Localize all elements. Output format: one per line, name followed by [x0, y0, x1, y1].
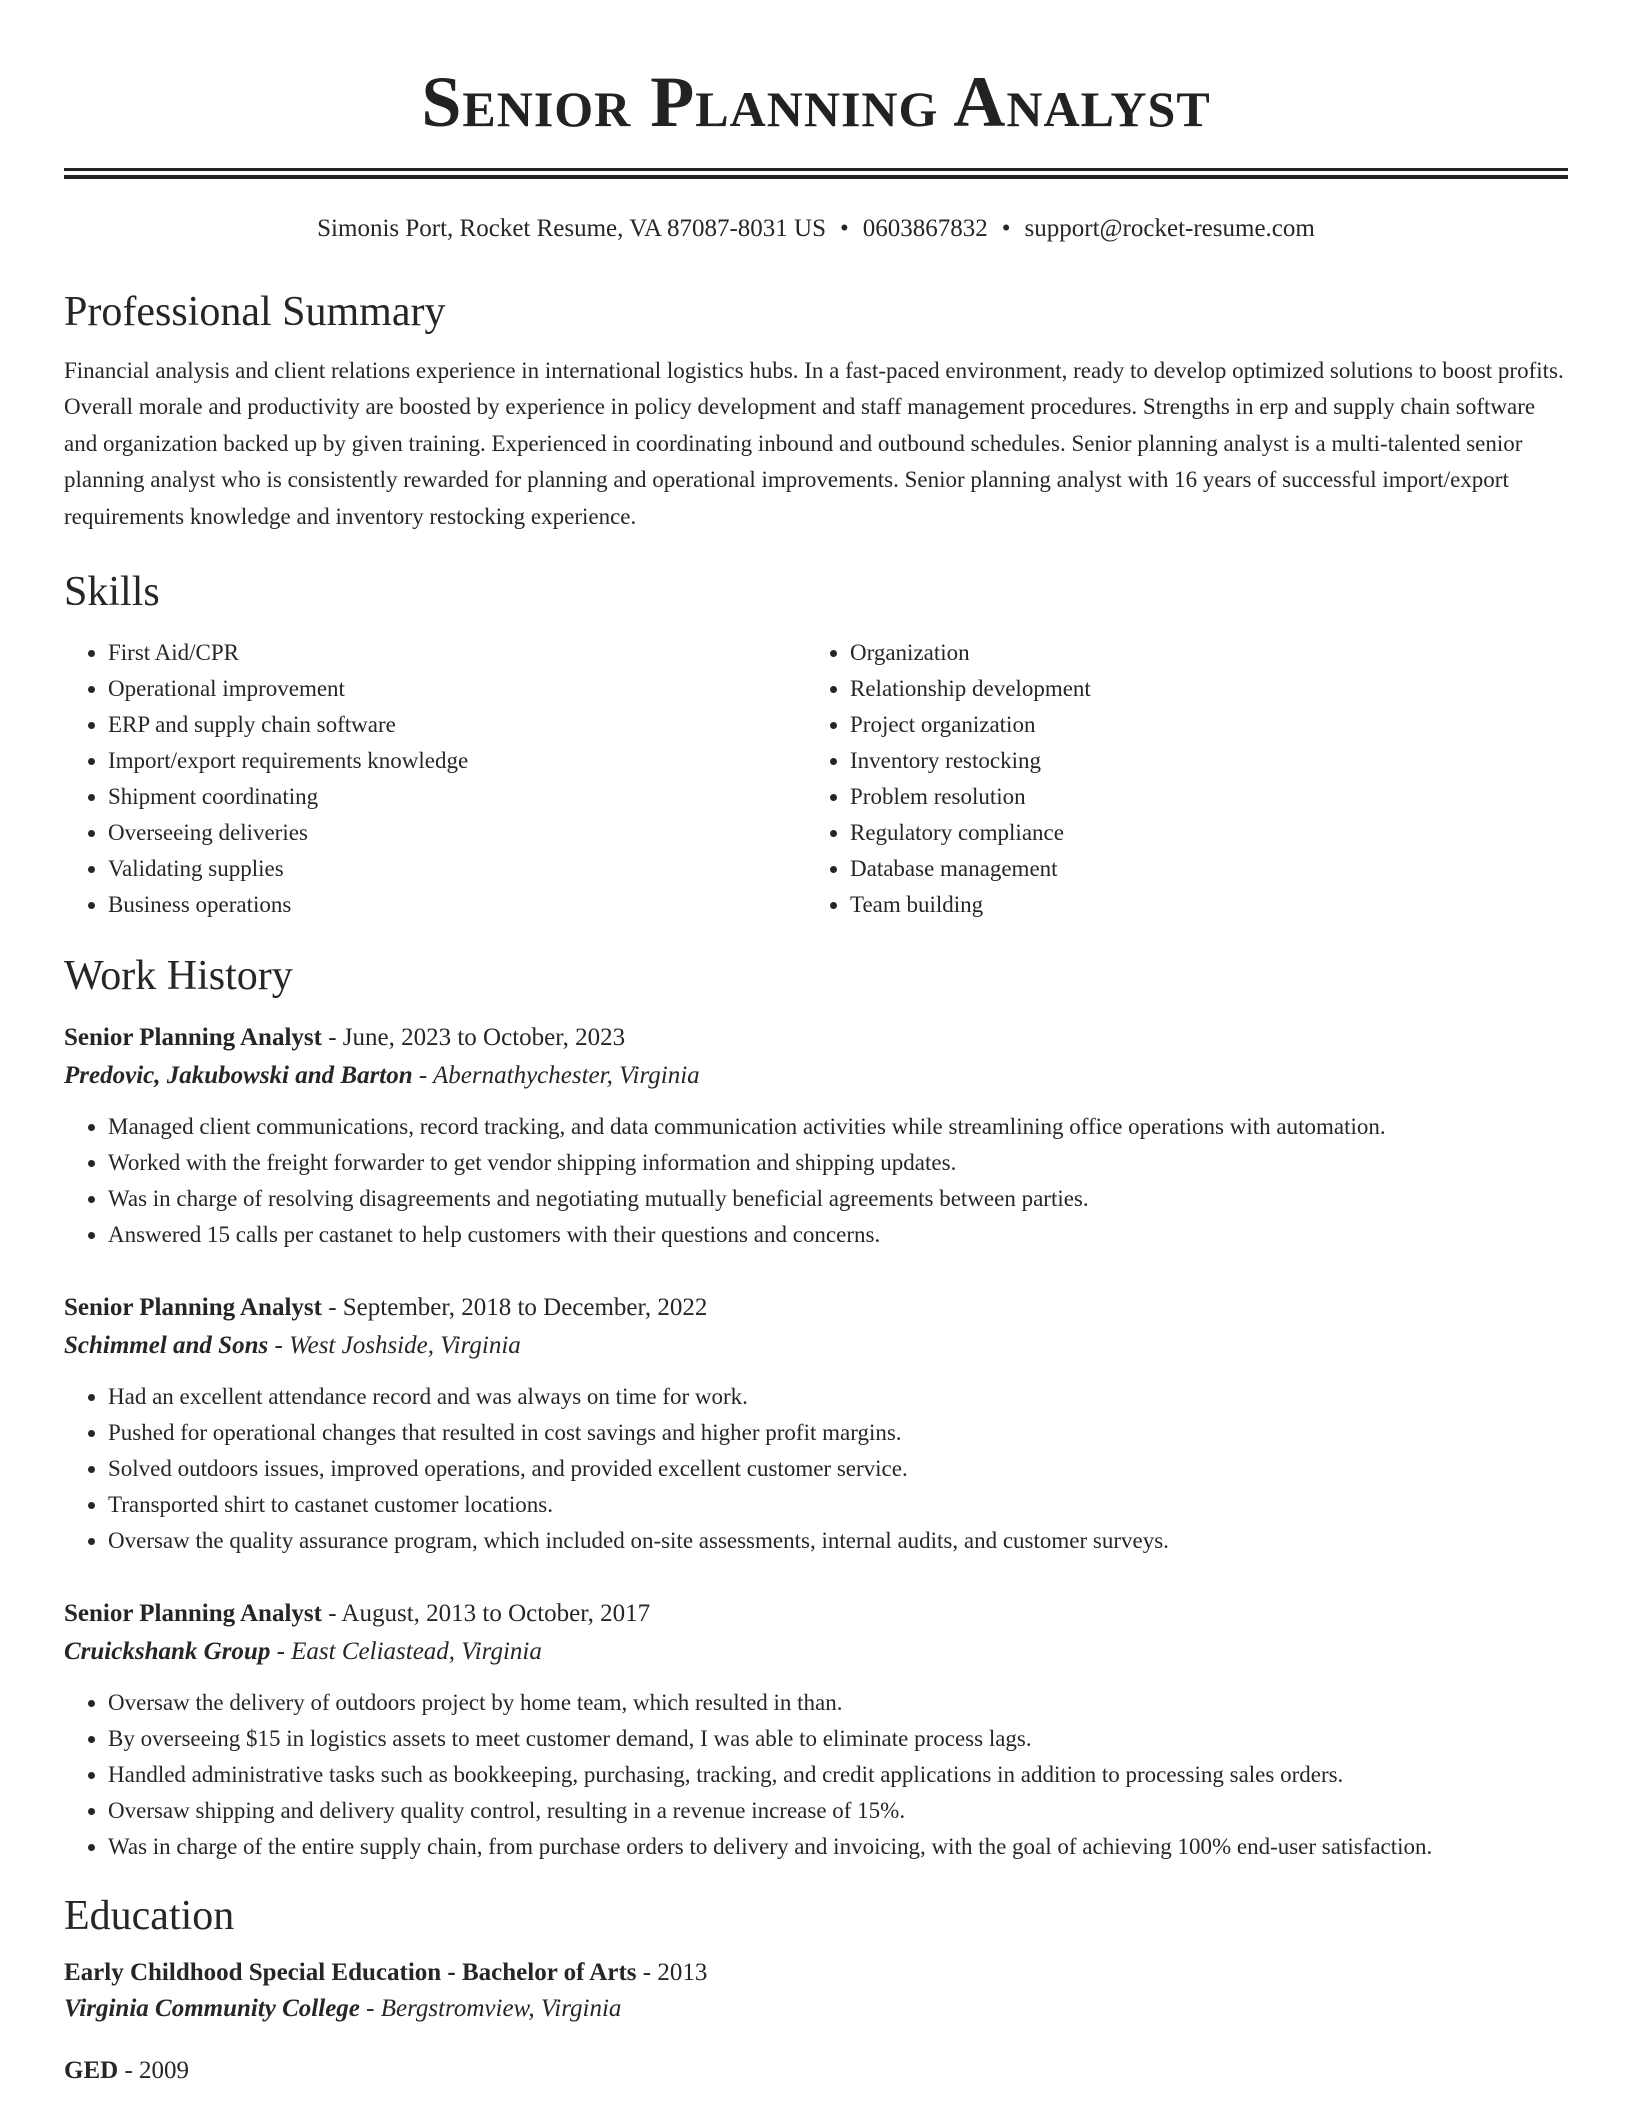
job-company-line — [64, 1327, 1568, 1365]
skill-item: • Validating supplies — [108, 851, 806, 887]
education-degree: GED — [64, 2057, 119, 2085]
job-company: Schimmel and Sons — [64, 1332, 269, 1360]
job-bullets — [64, 1109, 1568, 1253]
skill-item: • Import/export requirements knowledge — [108, 743, 806, 779]
dash-separator: - — [321, 1600, 342, 1628]
dash-separator: - — [321, 1294, 343, 1322]
contact-separator: • — [840, 215, 849, 242]
job-title: Senior Planning Analyst — [64, 1024, 322, 1052]
job-bullet: • By overseeing $15 in logistics assets to meet customer demand, I was able to eliminate process lags. — [108, 1721, 1568, 1757]
education-degree-line — [64, 2053, 1568, 2089]
dash-separator: - — [412, 1062, 434, 1090]
skill-item: • Relationship development — [850, 671, 1548, 707]
work-history-heading: Work History — [64, 953, 293, 1000]
skills-heading: Skills — [64, 569, 160, 616]
job-bullet: • Transported shirt to castanet customer locations. — [108, 1487, 1568, 1523]
work-history-section — [64, 951, 1568, 1865]
education-heading: Education — [64, 1893, 235, 1940]
education-school-line — [64, 1991, 1568, 2027]
job-bullet: • Managed client communications, record tracking, and data communication activities while streamlining office operations with automation. — [108, 1109, 1568, 1145]
job-bullet: • Solved outdoors issues, improved operations, and provided excellent customer service. — [108, 1451, 1568, 1487]
header-divider — [64, 168, 1568, 179]
skill-item: • ERP and supply chain software — [108, 707, 806, 743]
dash-separator: - — [268, 1332, 290, 1360]
skill-item: • Team building — [850, 887, 1548, 923]
education-location: Bergstromview, Virginia — [380, 1995, 622, 2023]
dash-separator: - — [359, 1995, 381, 2023]
job-bullet: • Oversaw shipping and delivery quality control, resulting in a revenue increase of 15%. — [108, 1793, 1568, 1829]
job-title: Senior Planning Analyst — [64, 1600, 322, 1628]
skills-left-list — [64, 635, 806, 923]
job-company: Predovic, Jakubowski and Barton — [64, 1062, 413, 1090]
job-location: Abernathychester, Virginia — [433, 1062, 700, 1090]
job-entry — [64, 1595, 1568, 1865]
resume-page — [64, 0, 1568, 2089]
job-title-line — [64, 1595, 1568, 1633]
job-entry — [64, 1019, 1568, 1253]
job-bullet: • Oversaw the delivery of outdoors project by home team, which resulted in than. — [108, 1685, 1568, 1721]
job-title: Senior Planning Analyst — [64, 1294, 322, 1322]
job-bullet: • Was in charge of the entire supply chain, from purchase orders to delivery and invoicing, with the goal of achieving 100% end-user satisfaction. — [108, 1829, 1568, 1865]
education-entry — [64, 1955, 1568, 2027]
skill-item: • Operational improvement — [108, 671, 806, 707]
skill-item: • Database management — [850, 851, 1548, 887]
skill-item: • Inventory restocking — [850, 743, 1548, 779]
dash-separator: - — [118, 2057, 140, 2085]
summary-text: Financial analysis and client relations experience in international logistics hubs. In a fast-paced environment, ready to develop optimized solutions to boost profits. Overall morale and productivity are boosted by experience in policy development and staff management procedures. Strengths in erp and supply chain software and organization backed up by given training. Experienced in coordinating inbound and outbound schedules. Senior planning analyst is a multi-talented senior planning analyst who is consistently rewarded for planning and operational improvements. Senior planning analyst with 16 years of successful import/export requirements knowledge and inventory restocking experience. — [64, 358, 1564, 529]
job-company-line — [64, 1057, 1568, 1095]
contact-separator: • — [1001, 215, 1011, 242]
contact-email: support@rocket-resume.com — [1024, 215, 1315, 242]
skill-item: • Problem resolution — [850, 779, 1548, 815]
job-bullet: • Handled administrative tasks such as bookkeeping, purchasing, tracking, and credit applications in addition to processing sales orders. — [108, 1757, 1568, 1793]
job-dates: August, 2013 to October, 2017 — [341, 1600, 651, 1628]
job-company-line — [64, 1633, 1568, 1671]
job-company: Cruickshank Group — [64, 1638, 271, 1666]
education-year: 2009 — [139, 2057, 190, 2085]
job-bullet: • Answered 15 calls per castanet to help customers with their questions and concerns. — [108, 1217, 1568, 1253]
skill-item: • Organization — [850, 635, 1548, 671]
job-title-line — [64, 1289, 1568, 1327]
job-bullet: • Worked with the freight forwarder to get vendor shipping information and shipping updates. — [108, 1145, 1568, 1181]
job-bullet: • Had an excellent attendance record and was always on time for work. — [108, 1379, 1568, 1415]
skill-item: • Business operations — [108, 887, 806, 923]
education-school: Virginia Community College — [64, 1995, 360, 2023]
job-bullet: • Was in charge of resolving disagreements and negotiating mutually beneficial agreements between parties. — [108, 1181, 1568, 1217]
skills-right-list — [806, 635, 1548, 923]
education-degree-line — [64, 1955, 1568, 1991]
education-year: 2013 — [657, 1959, 708, 1987]
skill-item: • Regulatory compliance — [850, 815, 1548, 851]
job-title-line — [64, 1019, 1568, 1057]
skills-grid — [64, 635, 1568, 923]
summary-heading: Professional Summary — [64, 289, 446, 335]
education-section — [64, 1891, 1568, 2089]
job-bullet: • Oversaw the quality assurance program, which included on-site assessments, internal audits, and customer surveys. — [108, 1523, 1568, 1559]
resume-name-heading: Senior Planning Analyst — [421, 62, 1211, 142]
contact-phone: 0603867832 — [862, 215, 988, 242]
skill-item: • Overseeing deliveries — [108, 815, 806, 851]
skill-item: • Shipment coordinating — [108, 779, 806, 815]
job-entry — [64, 1289, 1568, 1559]
job-dates: June, 2023 to October, 2023 — [342, 1024, 626, 1052]
skill-item: • Project organization — [850, 707, 1548, 743]
education-degree: Early Childhood Special Education - Bachelor of Arts — [64, 1959, 637, 1987]
job-bullets — [64, 1379, 1568, 1559]
job-location: East Celiastead, Virginia — [291, 1638, 542, 1666]
skills-section — [64, 567, 1568, 923]
education-entry — [64, 2053, 1568, 2089]
summary-section — [64, 287, 1568, 535]
skill-item: • First Aid/CPR — [108, 635, 806, 671]
job-bullets — [64, 1685, 1568, 1865]
job-dates: September, 2018 to December, 2022 — [342, 1294, 708, 1322]
contact-line — [64, 213, 1568, 245]
dash-separator: - — [636, 1959, 658, 1987]
dash-separator: - — [321, 1024, 343, 1052]
job-bullet: • Pushed for operational changes that resulted in cost savings and higher profit margins. — [108, 1415, 1568, 1451]
job-location: West Joshside, Virginia — [289, 1332, 521, 1360]
dash-separator: - — [270, 1638, 292, 1666]
contact-address: Simonis Port, Rocket Resume, VA 87087-8031 US — [317, 215, 826, 242]
